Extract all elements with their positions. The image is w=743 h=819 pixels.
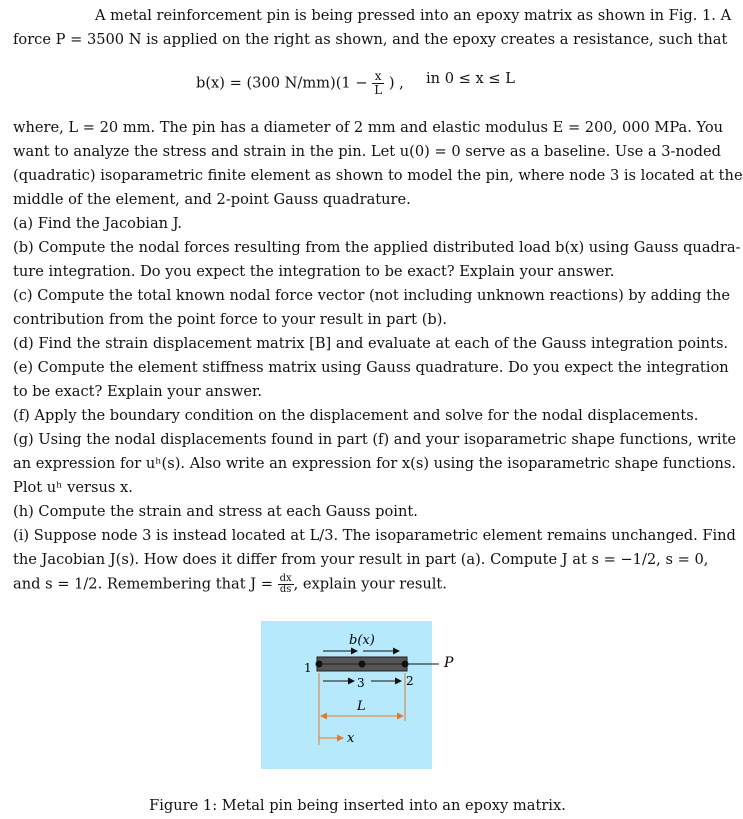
part-b-line-2: ture integration. Do you expect the integration to be exact? Explain your answer. — [13, 263, 615, 280]
x-axis-label: x — [347, 731, 355, 746]
equation-frac-num: x — [372, 70, 384, 84]
load-label: b(x) — [349, 633, 375, 648]
part-g-line-2: an expression for uʰ(s). Also write an expression for x(s) using the isoparametric shape functions. — [13, 455, 737, 472]
part-i-line-3-end: , explain your result. — [293, 575, 447, 593]
where-line-1: where, L = 20 mm. The pin has a diameter of 2 mm and elastic modulus E = 200, 000 MPa. You — [13, 119, 724, 136]
figure-caption: Figure 1: Metal pin being inserted into an epoxy matrix. — [149, 797, 566, 814]
equation-fraction — [372, 70, 384, 97]
part-a: (a) Find the Jacobian J. — [13, 215, 183, 232]
node-3-marker — [359, 661, 366, 668]
part-f: (f) Apply the boundary condition on the displacement and solve for the nodal displacements. — [13, 407, 699, 424]
part-b-line-1: (b) Compute the nodal forces resulting from the applied distributed load b(x) using Gauss quadra- — [13, 239, 741, 256]
node-1-marker — [316, 661, 323, 668]
jacobian-frac-num: dx — [279, 573, 292, 584]
part-g-line-1: (g) Using the nodal displacements found in part (f) and your isoparametric shape functions, write — [13, 431, 737, 448]
part-c-line-2: contribution from the point force to your result in part (b). — [13, 311, 448, 328]
pin-diagram — [261, 621, 454, 769]
intro-line-1: A metal reinforcement pin is being pressed into an epoxy matrix as shown in Fig. 1. A — [95, 7, 732, 24]
length-label: L — [357, 699, 366, 714]
part-i-line-3 — [13, 574, 447, 595]
equation-domain: in 0 ≤ x ≤ L — [426, 70, 515, 87]
node-2-label: 2 — [406, 674, 414, 688]
part-d: (d) Find the strain displacement matrix [B] and evaluate at each of the Gauss integration points. — [13, 335, 729, 352]
node-2-marker — [402, 661, 409, 668]
node-3-label: 3 — [357, 676, 365, 690]
where-line-4: middle of the element, and 2-point Gauss quadrature. — [13, 191, 411, 208]
part-i-line-3-start: and s = 1/2. Remembering that J = — [13, 575, 273, 593]
equation-close: ) , — [388, 74, 404, 92]
equation-lhs: b(x) = (300 N/mm)(1 − — [196, 74, 368, 92]
part-e-line-1: (e) Compute the element stiffness matrix using Gauss quadrature. Do you expect the integration — [13, 359, 729, 376]
part-h: (h) Compute the strain and stress at each Gauss point. — [13, 503, 418, 520]
part-i-line-1: (i) Suppose node 3 is instead located at L/3. The isoparametric element remains unchanged. Find — [13, 527, 736, 544]
intro-line-2: force P = 3500 N is applied on the right as shown, and the epoxy creates a resistance, such that — [13, 31, 728, 48]
part-c-line-1: (c) Compute the total known nodal force vector (not including unknown reactions) by adding the — [13, 287, 730, 304]
where-line-2: want to analyze the stress and strain in the pin. Let u(0) = 0 serve as a baseline. Use a 3-noded — [13, 143, 721, 160]
equation-frac-den: L — [374, 83, 383, 97]
equation-left — [196, 70, 404, 97]
jacobian-fraction — [278, 574, 294, 595]
part-i-line-2: the Jacobian J(s). How does it differ from your result in part (a). Compute J at s = −1/2, s = 0, — [13, 551, 709, 568]
jacobian-frac-den: ds — [279, 584, 292, 595]
where-line-3: (quadratic) isoparametric finite element as shown to model the pin, where node 3 is located at the — [13, 167, 743, 184]
force-label: P — [444, 655, 454, 671]
part-e-line-2: to be exact? Explain your answer. — [13, 383, 263, 400]
part-g-line-3: Plot uʰ versus x. — [13, 479, 133, 496]
figure-panel — [261, 621, 454, 769]
node-1-label: 1 — [304, 661, 312, 675]
